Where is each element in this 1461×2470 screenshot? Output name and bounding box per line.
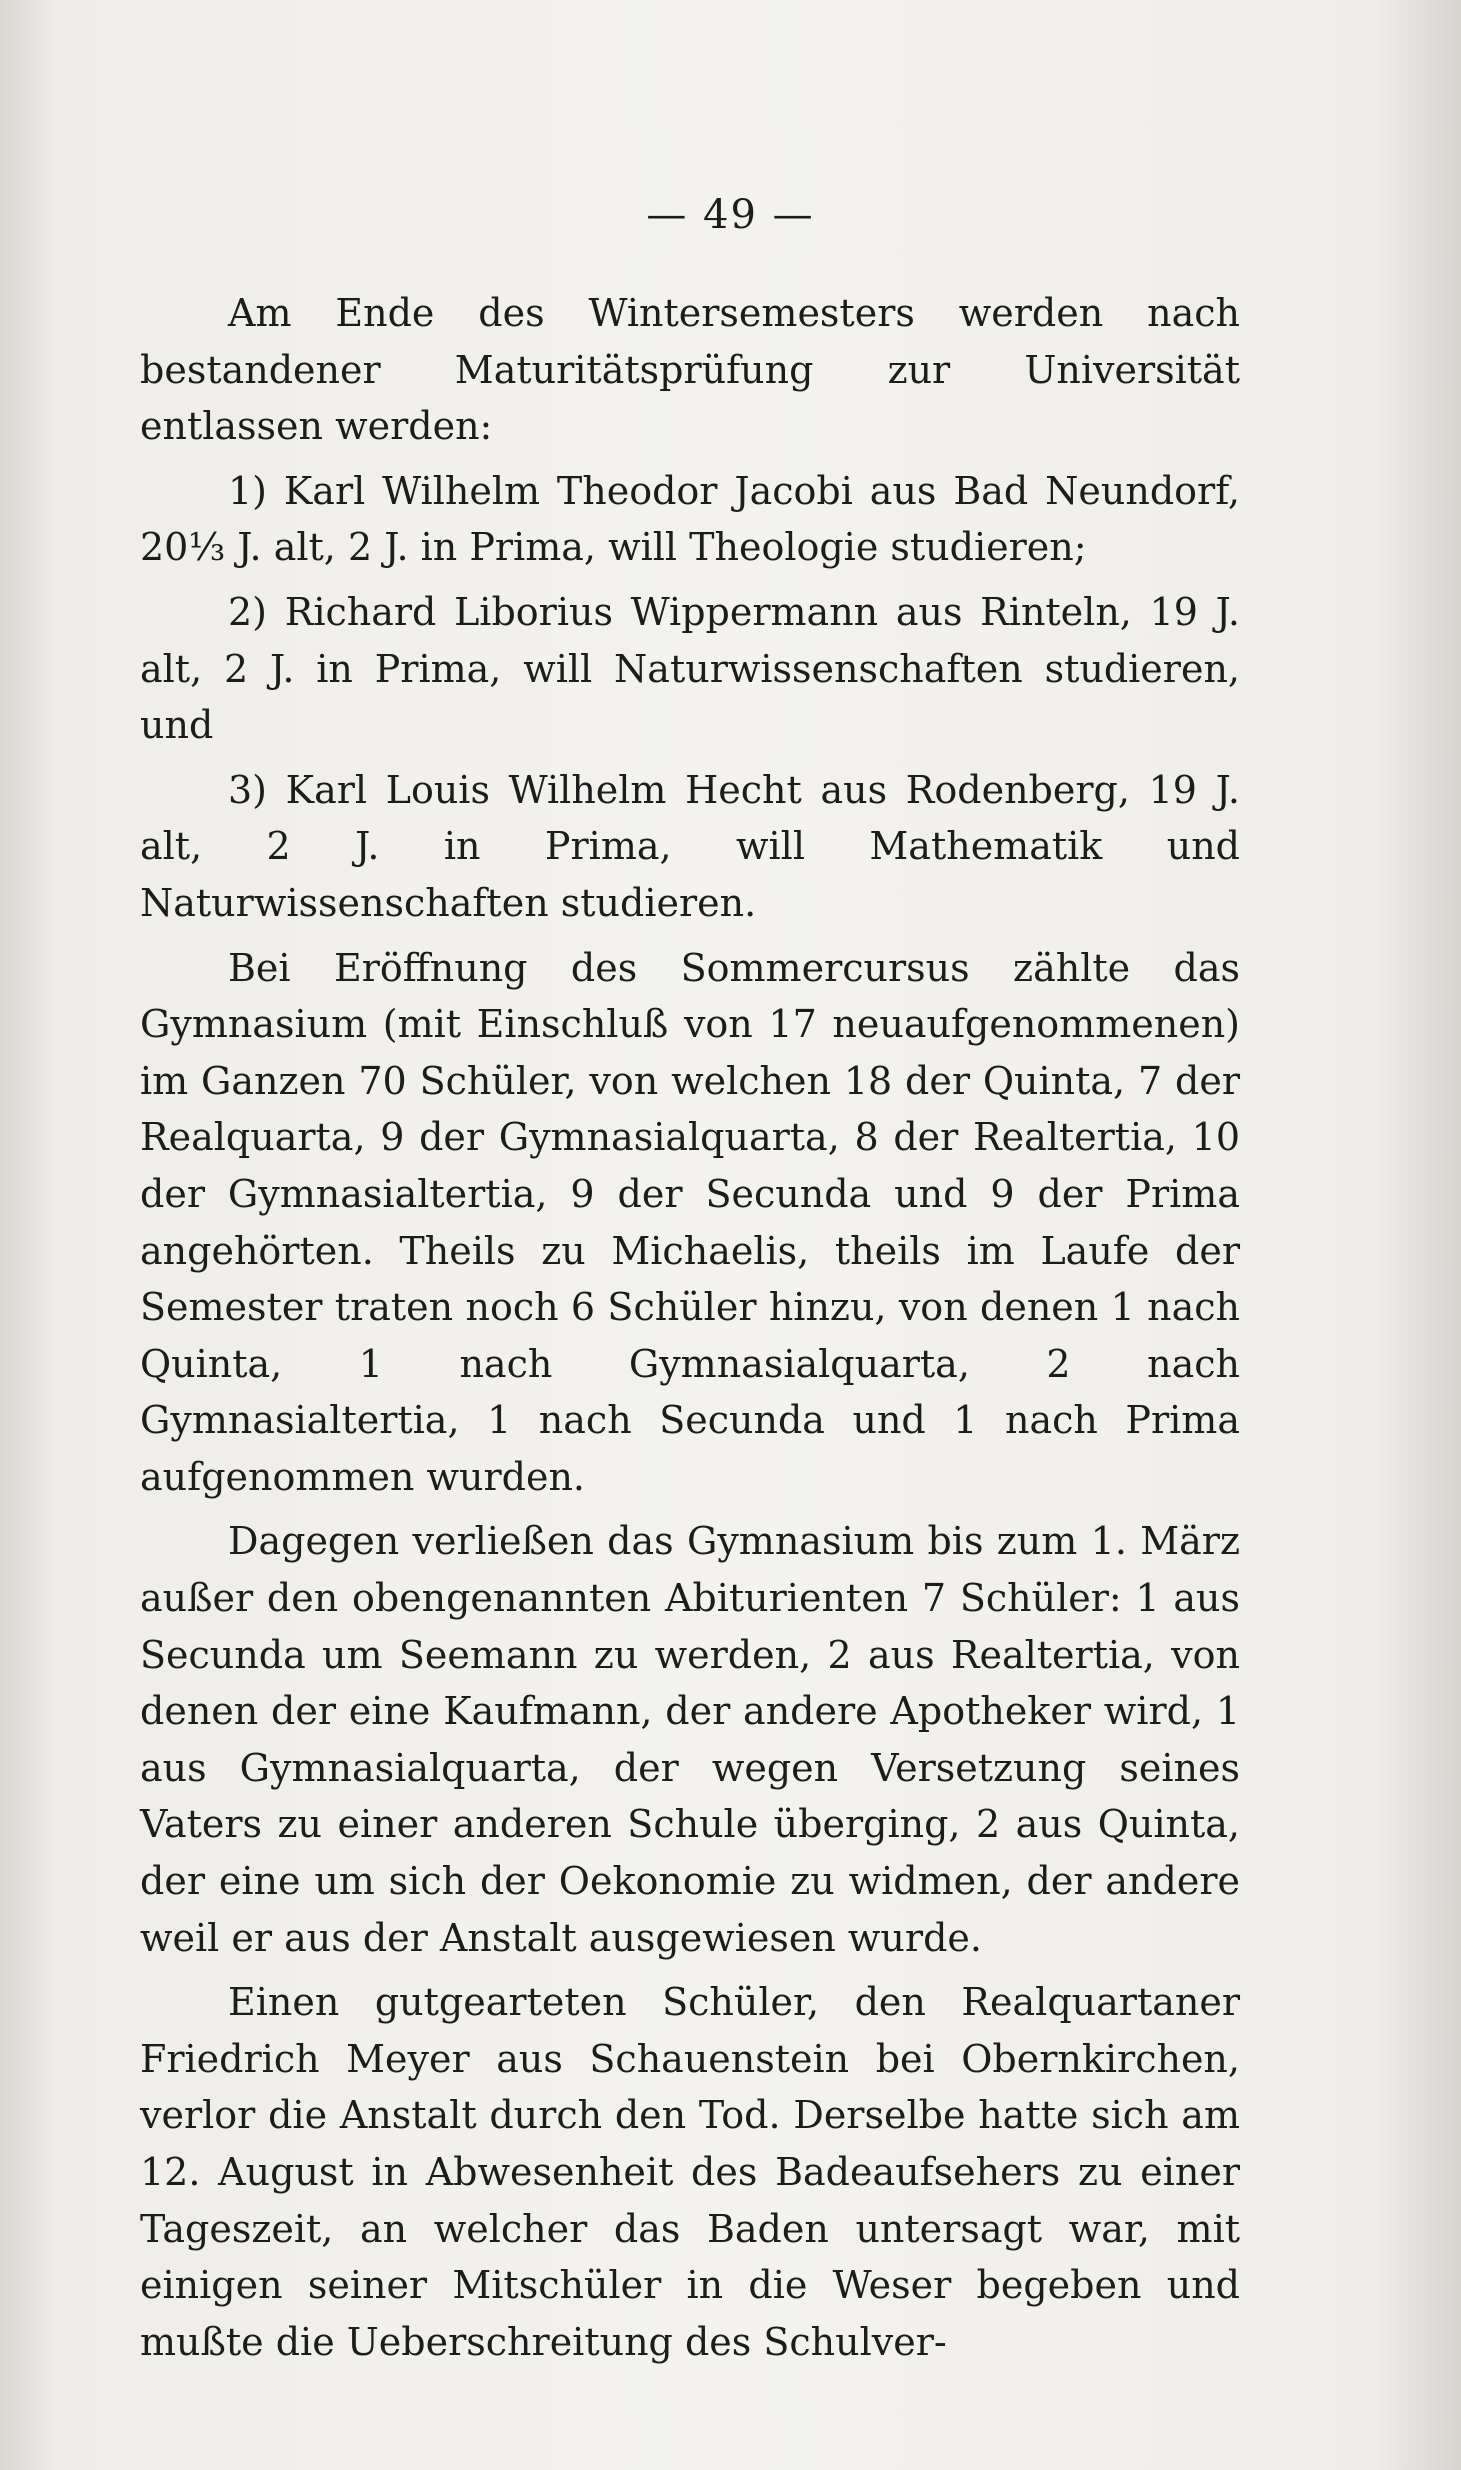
- paragraph-enrollment: Bei Eröffnung des Sommercursus zählte das Gymnasium (mit Einschluß von 17 neuaufgenommenen) im Ganzen 70 Schüler, von welchen 18 der Quinta, 7 der Realquarta, 9 der Gymnasialquarta, 8 der Realtertia, 10 der Gymnasialtertia, 9 der Secunda und 9 der Prima angehörten. Theils zu Michaelis, theils im Laufe der Semester traten noch 6 Schüler hinzu, von denen 1 nach Quinta, 1 nach Gymnasialquarta, 2 nach Gymnasialtertia, 1 nach Secunda und 1 nach Prima aufgenommen wurden.: [140, 945, 1240, 1499]
- list-item-1: 1) Karl Wilhelm Theodor Jacobi aus Bad Neundorf, 20⅓ J. alt, 2 J. in Prima, will Theologie studieren;: [140, 468, 1240, 570]
- paragraph-departures: Dagegen verließen das Gymnasium bis zum 1. März außer den obengenannten Abiturienten 7 Schüler: 1 aus Secunda um Seemann zu werden, 2 aus Realtertia, von denen der eine Kaufmann, der andere Apotheker wird, 1 aus Gymnasialquarta, der wegen Versetzung seines Vaters zu einer anderen Schule überging, 2 aus Quinta, der eine um sich der Oekonomie zu widmen, der andere weil er aus der Anstalt ausgewiesen wurde.: [140, 1519, 1240, 1960]
- body-text: [140, 285, 1240, 2378]
- page-number: — 49 —: [646, 192, 815, 238]
- list-item-2: 2) Richard Liborius Wippermann aus Rinteln, 19 J. alt, 2 J. in Prima, will Naturwissenschaften studieren, und: [140, 589, 1240, 748]
- paragraph-intro: Am Ende des Wintersemesters werden nach bestandener Maturitätsprüfung zur Universität entlassen werden:: [140, 291, 1240, 449]
- paragraph-death: Einen gutgearteten Schüler, den Realquartaner Friedrich Meyer aus Schauenstein bei Obernkirchen, verlor die Anstalt durch den Tod. Derselbe hatte sich am 12. August in Abwesenheit des Badeaufsehers zu einer Tageszeit, an welcher das Baden untersagt war, mit einigen seiner Mitschüler in die Weser begeben und mußte die Ueberschreitung des Schulver-: [140, 1980, 1240, 2364]
- list-item-3: 3) Karl Louis Wilhelm Hecht aus Rodenberg, 19 J. alt, 2 J. in Prima, will Mathematik und Naturwissenschaften studieren.: [140, 767, 1240, 925]
